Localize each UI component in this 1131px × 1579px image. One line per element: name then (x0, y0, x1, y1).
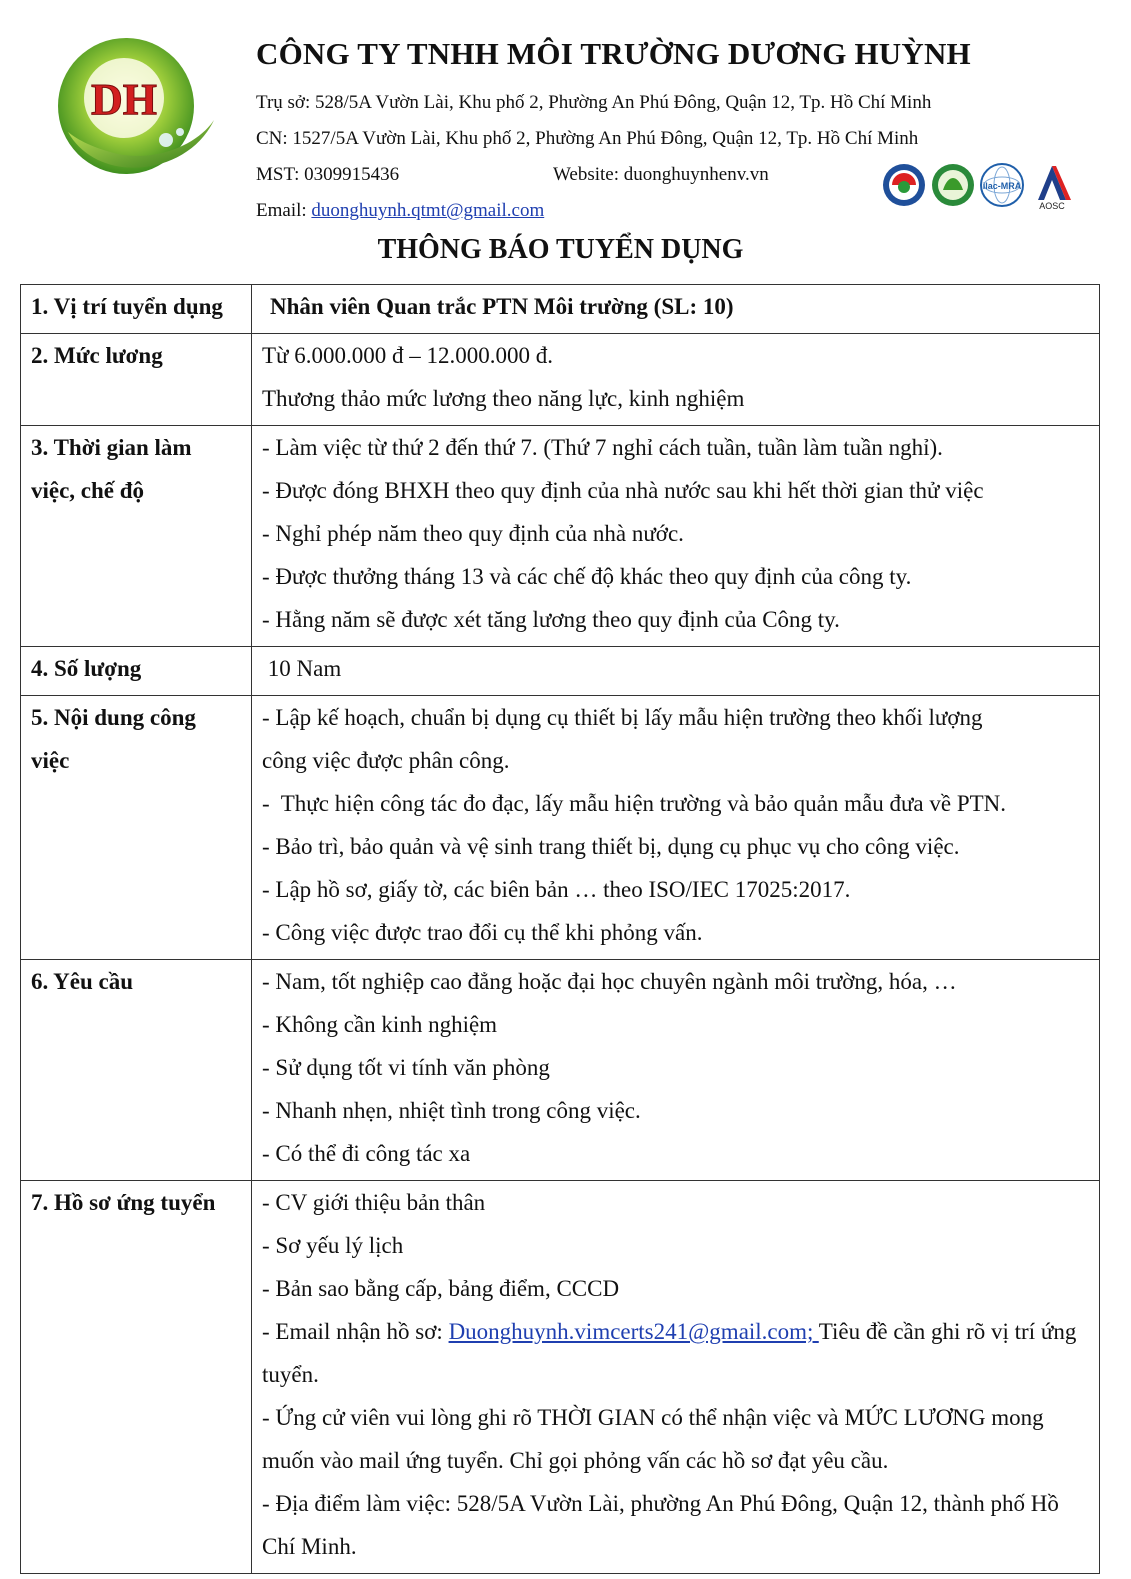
row-requirements (21, 960, 1100, 1181)
value-quantity: 10 Nam (252, 647, 1100, 696)
row-position (21, 285, 1100, 334)
value-position: Nhân viên Quan trắc PTN Môi trường (SL: 10) (252, 285, 1100, 334)
vilas-logo (932, 164, 974, 206)
head-office-address: Trụ sở: 528/5A Vườn Lài, Khu phố 2, Phường An Phú Đông, Quận 12, Tp. Hồ Chí Minh (256, 92, 932, 113)
row-quantity (21, 647, 1100, 696)
schedule-line: - Được thưởng tháng 13 và các chế độ khác theo quy định của công ty. (262, 564, 912, 589)
website: Website: duonghuynhenv.vn (553, 164, 769, 185)
duty-line: công việc được phân công. (262, 748, 510, 773)
salary-line: Thương thảo mức lương theo năng lực, kinh nghiệm (262, 386, 745, 411)
requirement-line: - Có thể đi công tác xa (262, 1141, 471, 1166)
email-line (256, 200, 544, 222)
value-application (252, 1181, 1100, 1574)
label-schedule (21, 426, 252, 647)
ilac-mra-logo (981, 164, 1023, 206)
label-schedule-line: 3. Thời gian làm (31, 435, 192, 460)
label-duties (21, 696, 252, 960)
row-application (21, 1181, 1100, 1574)
vimcerts-logo (883, 164, 925, 206)
row-schedule (21, 426, 1100, 647)
application-email-link[interactable]: Duonghuynh.vimcerts241@gmail.com; (448, 1319, 819, 1344)
label-duties-line: 5. Nội dung công (31, 705, 196, 730)
ilac-text: ilac-MRA (982, 181, 1022, 191)
application-note: - Ứng cử viên vui lòng ghi rõ THỜI GIAN có thể nhận việc và MỨC LƯƠNG mong muốn vào mail ứng tuyển. Chỉ gọi phỏng vấn các hồ sơ đạt yêu cầu. (262, 1405, 1044, 1473)
requirement-line: - Không cần kinh nghiệm (262, 1012, 498, 1037)
email-label: Email: (256, 200, 312, 221)
label-schedule-line: việc, chế độ (31, 478, 145, 503)
application-email-suffix: Tiêu đề cần ghi rõ vị trí ứng tuyển. (262, 1319, 1077, 1387)
application-email-line (262, 1310, 1089, 1396)
duty-line: - Thực hiện công tác đo đạc, lấy mẫu hiện trường và bảo quản mẫu đưa về PTN. (262, 791, 1007, 816)
label-quantity: 4. Số lượng (21, 647, 252, 696)
label-position: 1. Vị trí tuyển dụng (21, 285, 252, 334)
value-salary (252, 334, 1100, 426)
schedule-line: - Được đóng BHXH theo quy định của nhà nước sau khi hết thời gian thử việc (262, 478, 984, 503)
value-requirements (252, 960, 1100, 1181)
schedule-line: - Nghỉ phép năm theo quy định của nhà nước. (262, 521, 684, 546)
label-application: 7. Hồ sơ ứng tuyển (21, 1181, 252, 1574)
requirement-line: - Nhanh nhẹn, nhiệt tình trong công việc. (262, 1098, 641, 1123)
aosc-text: AOSC (1039, 201, 1065, 210)
application-line: - Sơ yếu lý lịch (262, 1233, 404, 1258)
recruitment-table (20, 284, 1100, 1574)
certification-logos (880, 160, 1075, 210)
value-schedule (252, 426, 1100, 647)
logo-text: DH (91, 75, 157, 124)
tax-code: MST: 0309915436 (256, 164, 400, 185)
company-logo (48, 36, 216, 180)
work-location: - Địa điểm làm việc: 528/5A Vườn Lài, phường An Phú Đông, Quận 12, thành phố Hồ Chí Minh. (262, 1491, 1059, 1559)
document-title: THÔNG BÁO TUYỂN DỤNG (377, 234, 744, 265)
row-duties (21, 696, 1100, 960)
duty-line: - Công việc được trao đổi cụ thể khi phỏng vấn. (262, 920, 703, 945)
label-salary: 2. Mức lương (21, 334, 252, 426)
schedule-line: - Hằng năm sẽ được xét tăng lương theo quy định của Công ty. (262, 607, 840, 632)
company-email-link[interactable]: duonghuynh.qtmt@gmail.com (311, 200, 545, 221)
row-salary (21, 334, 1100, 426)
label-duties-line: việc (31, 748, 70, 773)
application-email-prefix: - Email nhận hồ sơ: (262, 1319, 449, 1344)
duty-line: - Lập hồ sơ, giấy tờ, các biên bản … theo ISO/IEC 17025:2017. (262, 877, 851, 902)
requirement-line: - Sử dụng tốt vi tính văn phòng (262, 1055, 550, 1080)
duty-line: - Bảo trì, bảo quản và vệ sinh trang thiết bị, dụng cụ phục vụ cho công việc. (262, 834, 960, 859)
aosc-logo (1038, 166, 1071, 210)
salary-line: Từ 6.000.000 đ – 12.000.000 đ. (262, 343, 554, 368)
application-line: - Bản sao bằng cấp, bảng điểm, CCCD (262, 1276, 620, 1301)
application-line: - CV giới thiệu bản thân (262, 1190, 486, 1215)
schedule-line: - Làm việc từ thứ 2 đến thứ 7. (Thứ 7 nghỉ cách tuần, tuần làm tuần nghỉ). (262, 435, 943, 460)
branch-address: CN: 1527/5A Vườn Lài, Khu phố 2, Phường An Phú Đông, Quận 12, Tp. Hồ Chí Minh (256, 128, 919, 149)
duty-line: - Lập kế hoạch, chuẩn bị dụng cụ thiết bị lấy mẫu hiện trường theo khối lượng (262, 705, 983, 730)
value-duties (252, 696, 1100, 960)
company-name: CÔNG TY TNHH MÔI TRƯỜNG DƯƠNG HUỲNH (256, 36, 971, 71)
label-requirements: 6. Yêu cầu (21, 960, 252, 1181)
requirement-line: - Nam, tốt nghiệp cao đẳng hoặc đại học chuyên ngành môi trường, hóa, … (262, 969, 957, 994)
